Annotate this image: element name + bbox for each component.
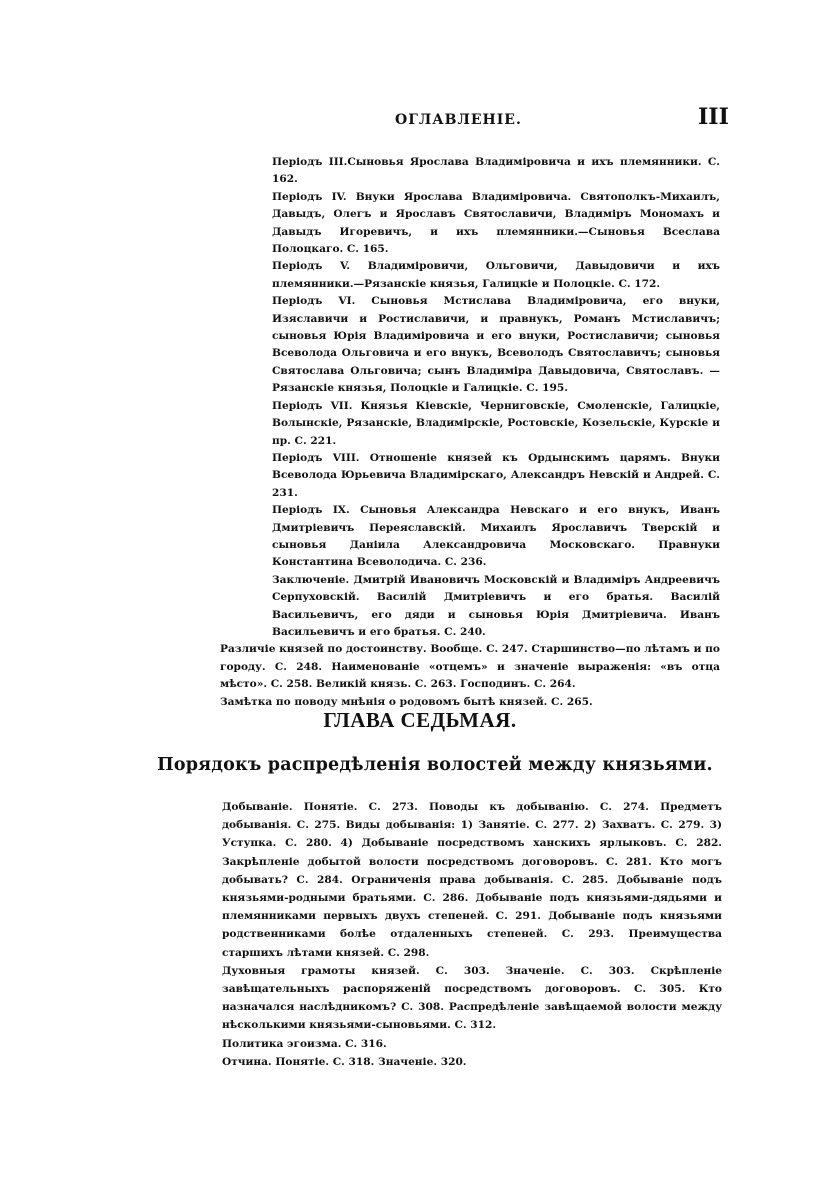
chapter-title: ГЛАВА СЕДЬМАЯ.	[323, 708, 517, 732]
page-number: III	[698, 104, 729, 130]
toc-entry-note: Замѣтка по поводу мнѣнія о родовомъ бытѣ князей. С. 265.	[220, 695, 593, 708]
toc-entry-period-6: Періодъ VI. Сыновья Мстислава Владиміровича, его внуки, Изяславичи и Ростиславичи, и правнукъ, Романъ Мстиславичъ; сыновья Юрія Владиміровича и его внуки, Ростиславичи; сыновья Всеволода Ольговича и его внукъ, Всеволодъ Святославичъ; сыновья Святослава Ольговича; сынъ Владиміра Давыдовича, Святославъ. — Рязанскіе князья, Полоцкіе и Галицкіе. С. 195.	[272, 295, 720, 395]
contents-paragraph-egoism: Политика эгоизма. С. 316.	[222, 1037, 387, 1050]
toc-entry-period-9: Періодъ IX. Сыновья Александра Невскаго и его внукъ, Иванъ Дмитріевичъ Переяславскій. Михаилъ Ярославичъ Тверскій и сыновья Даніила Александровича Московскаго. Правнуки Константина Всеволодича. С. 236.	[272, 504, 720, 569]
contents-paragraph-acquisition: Добываніе. Понятіе. С. 273. Поводы къ добыванію. С. 274. Предметъ добыванія. С. 275. Виды добыванія: 1) Занятіе. С. 277. 2) Захватъ. С. 279. 3) Уступка. С. 280. 4) Добываніе посредствомъ ханскихъ ярлыковъ. С. 282. Закрѣпленіе добытой волости посредствомъ договоровъ. С. 281. Кто могъ добывать? С. 284. Ограниченія права добыванія. С. 285. Добываніе подъ князьями-родными братьями. С. 286. Добываніе подъ князьями-дядьями и племянниками первыхъ двухъ степеней. С. 291. Добываніе подъ князьями родственниками болѣе отдаленныхъ степеней. С. 293. Преимущества старшихъ лѣтами князей. С. 298.	[222, 801, 722, 959]
toc-entry-period-8: Періодъ VIII. Отношеніе князей къ Ордынскимъ царямъ. Внуки Всеволода Юрьевича Владимірскаго, Александръ Невскій и Андрей. С. 231.	[272, 451, 720, 499]
chapter-contents	[222, 798, 722, 1071]
toc-entry-period-5: Періодъ V. Владиміровичи, Ольговичи, Давыдовичи и ихъ племянники.—Рязанскіе князья, Галицкіе и Полоцкіе. С. 172.	[272, 260, 720, 290]
toc-entry-conclusion: Заключеніе. Дмитрій Ивановичъ Московскій и Владиміръ Андреевичъ Серпуховскій. Василій Дмитріевичъ и его братья. Василій Васильевичъ, его дяди и сыновья Юрія Дмитріевича. Иванъ Васильевичъ и его братья. С. 240.	[272, 573, 720, 638]
toc-entry-period-3: Періодъ III.Сыновья Ярослава Владиміровича и ихъ племянники. С. 162.	[272, 156, 720, 186]
running-title: ОГЛАВЛЕНІЕ.	[395, 112, 522, 128]
contents-paragraph-wills: Духовныя грамоты князей. С. 303. Значеніе. С. 303. Скрѣпленіе завѣщательныхъ распоряженій посредствомъ договоровъ. С. 305. Кто назначался наслѣдникомъ? С. 308. Распредѣленіе завѣщаемой волости между нѣсколькими князьями-сыновьями. С. 312.	[222, 964, 722, 1032]
chapter-subtitle: Порядокъ распредѣленія волостей между князьями.	[157, 755, 713, 775]
toc-section	[220, 154, 720, 711]
toc-entry-period-7: Періодъ VII. Князья Кіевскіе, Черниговскіе, Смоленскіе, Галицкіе, Волынскіе, Рязанскіе, Владимірскіе, Ростовскіе, Козельскіе, Курскіе и пр. С. 221.	[272, 399, 720, 447]
contents-paragraph-patrimony: Отчина. Понятіе. С. 318. Значеніе. 320.	[222, 1055, 467, 1068]
toc-entry-period-4: Періодъ IV. Внуки Ярослава Владиміровича. Святополкъ-Михаилъ, Давыдъ, Олегъ и Ярославъ Святославичи, Владиміръ Мономахъ и Давыдъ Игоревичъ, и ихъ племянники.—Сыновья Всеслава Полоцкаго. С. 165.	[272, 190, 720, 256]
toc-entry-rank-differences: Различіе князей по достоинству. Вообще. С. 247. Старшинство—по лѣтамъ и по городу. С. 248. Наименованіе «отцемъ» и значеніе выраженія: «въ отца мѣсто». С. 258. Великій князь. С. 263. Господинъ. С. 264.	[220, 643, 720, 691]
